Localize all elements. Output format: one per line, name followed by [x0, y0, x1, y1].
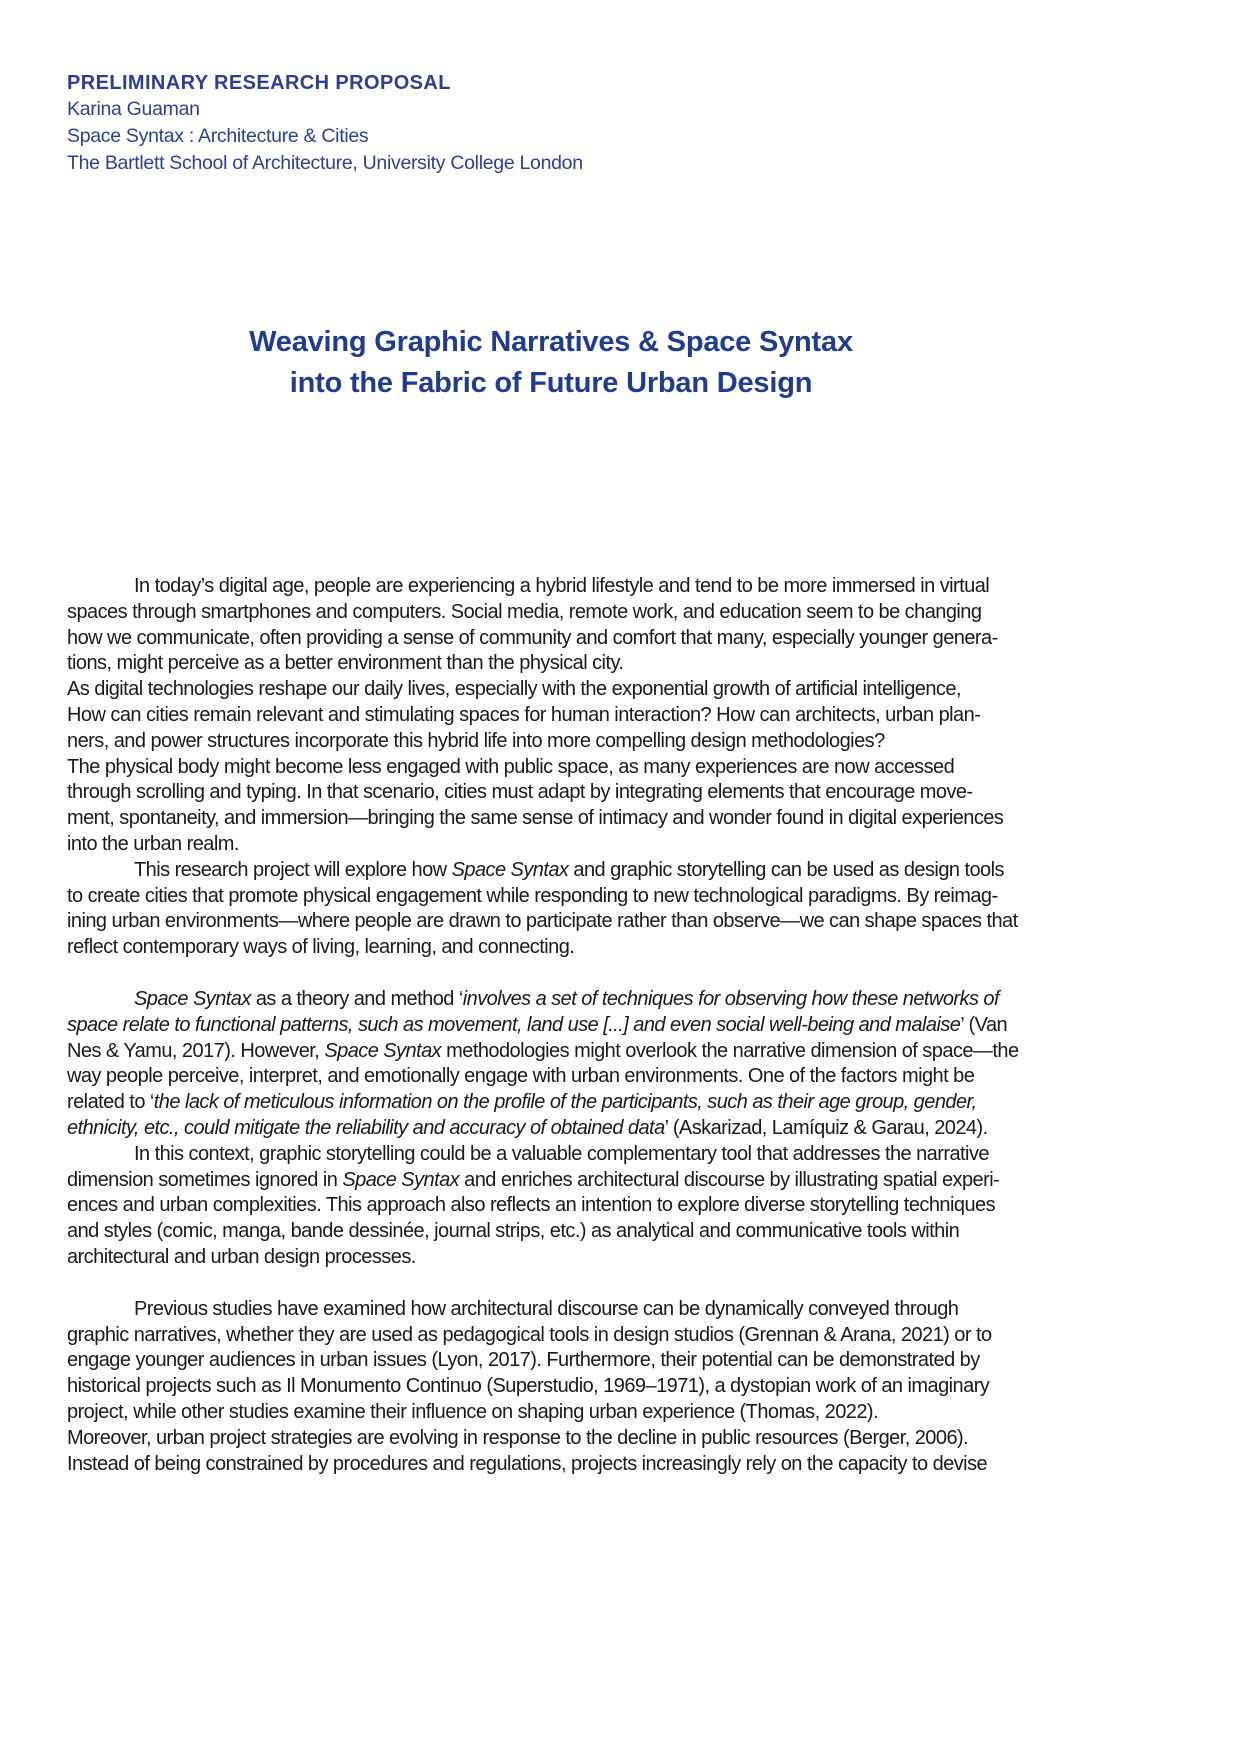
text-line: reflect contemporary ways of living, learning, and connecting.: [67, 936, 575, 959]
text-line: ining urban environments—where people are drawn to participate rather than observe—we can shape spaces that: [67, 910, 1018, 933]
italic-quote: space relate to functional patterns, such as movement, land use [...] and even social well-being and malaise: [67, 1013, 961, 1036]
text-line: way people perceive, interpret, and emotionally engage with urban environments. One of the factors might be: [67, 1065, 975, 1088]
italic-term: Space Syntax: [134, 987, 251, 1010]
text-run: ’ (Van: [960, 1013, 1008, 1036]
text-line: Previous studies have examined how architectural discourse can be dynamically conveyed through: [134, 1297, 959, 1320]
text-line: into the urban realm.: [67, 832, 239, 855]
text-line: [67, 1168, 1042, 1194]
paragraph-gap: [67, 1271, 1042, 1297]
title-line-1: Weaving Graphic Narratives & Space Syntax: [249, 326, 853, 358]
text-run: related to ‘: [67, 1091, 154, 1114]
text-line: project, while other studies examine their influence on shaping urban experience (Thomas, 2022).: [67, 1400, 879, 1423]
text-line: [67, 1039, 1042, 1065]
text-line: How can cities remain relevant and stimulating spaces for human interaction? How can architects, urban plan-: [67, 703, 981, 726]
text-line: and styles (comic, manga, bande dessinée, journal strips, etc.) as analytical and communicative tools within: [67, 1220, 960, 1243]
text-run: as a theory and method ‘: [250, 987, 463, 1010]
text-run: and graphic storytelling can be used as design tools: [568, 858, 1004, 881]
text-line: [67, 858, 1042, 884]
text-line: [67, 1116, 1042, 1142]
text-line: how we communicate, often providing a sense of community and comfort that many, especially younger genera-: [67, 626, 998, 649]
text-line: In this context, graphic storytelling could be a valuable complementary tool that addresses the narrative: [134, 1142, 989, 1165]
document-title: [0, 322, 1102, 404]
title-line-2: into the Fabric of Future Urban Design: [289, 367, 813, 399]
program-name: Space Syntax : Architecture & Cities: [67, 125, 369, 147]
text-line: As digital technologies reshape our daily lives, especially with the exponential growth of artificial intelligence,: [67, 678, 961, 701]
text-line: In today’s digital age, people are experiencing a hybrid lifestyle and tend to be more immersed in virtual: [134, 575, 990, 597]
text-run: methodologies might overlook the narrative dimension of space—the: [441, 1039, 1019, 1062]
text-line: through scrolling and typing. In that scenario, cities must adapt by integrating elements that encourage move-: [67, 781, 973, 804]
italic-quote: involves a set of techniques for observing how these networks of: [462, 987, 999, 1010]
text-line: ment, spontaneity, and immersion—bringing the same sense of intimacy and wonder found in digital experiences: [67, 807, 1004, 830]
text-line: Instead of being constrained by procedures and regulations, projects increasingly rely on the capacity to devise: [67, 1452, 988, 1475]
text-line: The physical body might become less engaged with public space, as many experiences are now accessed: [67, 755, 955, 778]
text-line: to create cities that promote physical engagement while responding to new technological paradigms. By reimag-: [67, 884, 998, 907]
text-run: dimension sometimes ignored in: [67, 1168, 343, 1191]
body-text: [67, 574, 1042, 1477]
text-line: architectural and urban design processes.: [67, 1245, 416, 1268]
text-line: graphic narratives, whether they are used as pedagogical tools in design studios (Grennan & Arana, 2021) or to: [67, 1323, 992, 1346]
institution-name: The Bartlett School of Architecture, University College London: [67, 152, 583, 174]
author-name: Karina Guaman: [67, 98, 200, 120]
italic-term: Space Syntax: [342, 1168, 460, 1191]
text-line: tions, might perceive as a better environment than the physical city.: [67, 652, 624, 675]
text-line: spaces through smartphones and computers. Social media, remote work, and education seem to be changing: [67, 600, 982, 623]
italic-quote: ethnicity, etc., could mitigate the reliability and accuracy of obtained data: [67, 1116, 665, 1139]
text-run: Nes & Yamu, 2017). However,: [67, 1039, 325, 1062]
text-line: [67, 1090, 1042, 1116]
italic-term: Space Syntax: [324, 1039, 442, 1062]
header-block: [67, 70, 583, 177]
text-line: [67, 1013, 1042, 1039]
text-run: and enriches architectural discourse by illustrating spatial experi-: [459, 1168, 1000, 1191]
text-line: ners, and power structures incorporate this hybrid life into more compelling design methodologies?: [67, 729, 885, 752]
italic-quote: the lack of meticulous information on the profile of the participants, such as their age group, gender,: [153, 1091, 977, 1114]
text-run: ’ (Askarizad, Lamíquiz & Garau, 2024).: [664, 1116, 988, 1139]
text-line: historical projects such as Il Monumento Continuo (Superstudio, 1969–1971), a dystopian work of an imaginary: [67, 1375, 990, 1398]
text-line: ences and urban complexities. This approach also reflects an intention to explore diverse storytelling techniques: [67, 1194, 996, 1217]
italic-term: Space Syntax: [451, 858, 569, 881]
text-line: Moreover, urban project strategies are evolving in response to the decline in public resources (Berger, 2006).: [67, 1426, 969, 1449]
document-type-label: PRELIMINARY RESEARCH PROPOSAL: [67, 72, 451, 94]
text-run: This research project will explore how: [134, 858, 452, 881]
text-line: [67, 987, 1042, 1013]
text-line: engage younger audiences in urban issues (Lyon, 2017). Furthermore, their potential can be demonstrated by: [67, 1349, 980, 1372]
paragraph-gap: [67, 961, 1042, 987]
